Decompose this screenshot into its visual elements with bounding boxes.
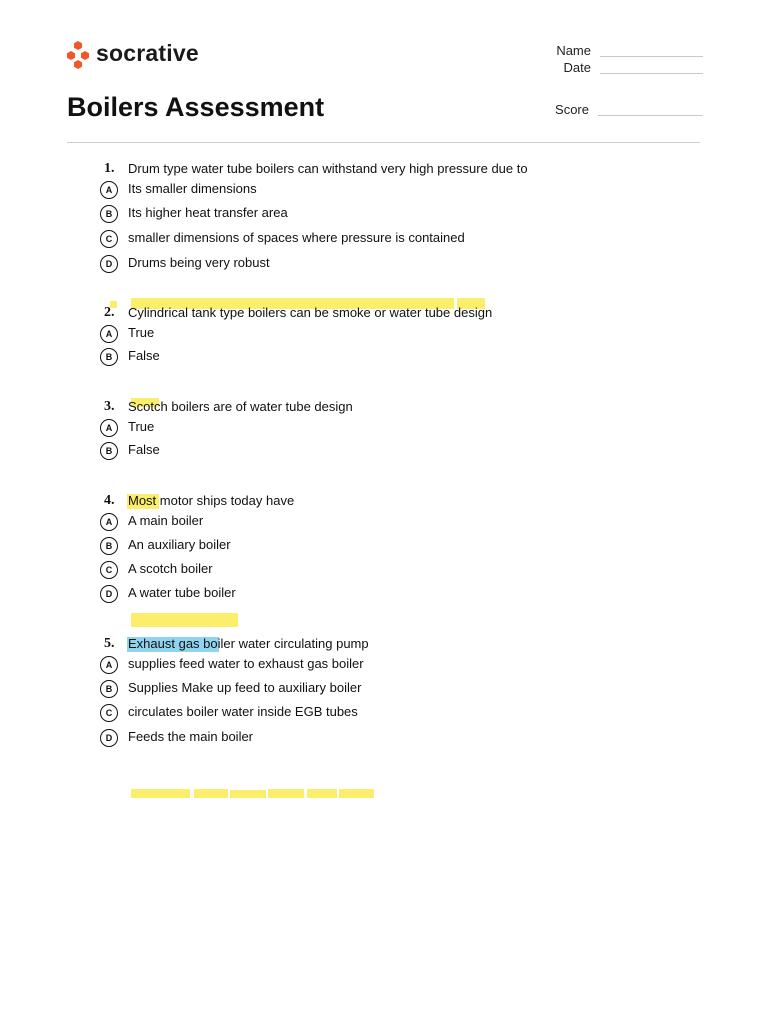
question-number: 1. — [104, 161, 115, 176]
option-letter-circle[interactable]: D — [100, 585, 118, 603]
question-5-option-a[interactable] — [0, 656, 768, 676]
question-1-option-c[interactable] — [0, 230, 768, 250]
question-number: 4. — [104, 493, 115, 508]
question-3-option-b[interactable] — [0, 442, 768, 462]
option-text: A water tube boiler — [128, 585, 236, 600]
highlight-mark — [339, 789, 374, 798]
option-text: Its higher heat transfer area — [128, 205, 288, 220]
question-text: Exhaust gas boiler water circulating pump — [128, 636, 369, 651]
date-field-line — [600, 73, 703, 74]
question-number: 5. — [104, 636, 115, 651]
option-letter-circle[interactable]: B — [100, 348, 118, 366]
date-label: Date — [563, 60, 591, 75]
option-text: A scotch boiler — [128, 561, 213, 576]
option-text: circulates boiler water inside EGB tubes — [128, 704, 358, 719]
highlight-mark — [268, 789, 304, 798]
highlight-mark — [230, 790, 266, 798]
option-text: False — [128, 348, 160, 363]
option-letter-circle[interactable]: A — [100, 325, 118, 343]
page-title: Boilers Assessment — [67, 92, 325, 122]
option-letter-circle[interactable]: B — [100, 680, 118, 698]
option-letter-circle[interactable]: C — [100, 230, 118, 248]
highlight-mark — [307, 789, 337, 798]
score-field-line — [598, 115, 703, 116]
option-text: Drums being very robust — [128, 255, 270, 270]
option-letter-circle[interactable]: B — [100, 205, 118, 223]
option-text: True — [128, 419, 155, 434]
question-4-option-d[interactable] — [0, 585, 768, 605]
header-divider — [67, 142, 700, 143]
question-text: Cylindrical tank type boilers can be smoke or water tube design — [128, 305, 493, 320]
option-letter-circle[interactable]: B — [100, 442, 118, 460]
question-3-option-a[interactable] — [0, 419, 768, 439]
question-5-option-d[interactable] — [0, 729, 768, 749]
highlight-mark — [131, 789, 190, 798]
option-text: smaller dimensions of spaces where pressure is contained — [128, 230, 465, 245]
question-text: Most motor ships today have — [128, 493, 295, 508]
option-letter-circle[interactable]: A — [100, 513, 118, 531]
option-text: A main boiler — [128, 513, 204, 528]
question-4-option-a[interactable] — [0, 513, 768, 533]
option-letter-circle[interactable]: C — [100, 704, 118, 722]
question-1-option-d[interactable] — [0, 255, 768, 275]
question-2-option-a[interactable] — [0, 325, 768, 345]
question-2-option-b[interactable] — [0, 348, 768, 368]
name-label: Name — [556, 43, 591, 58]
brand-name: socrative — [96, 40, 199, 66]
question-number: 2. — [104, 305, 115, 320]
option-letter-circle[interactable]: A — [100, 419, 118, 437]
option-letter-circle[interactable]: D — [100, 255, 118, 273]
option-text: Supplies Make up feed to auxiliary boiler — [128, 680, 362, 695]
score-label: Score — [555, 102, 589, 117]
option-letter-circle[interactable]: B — [100, 537, 118, 555]
question-5-option-b[interactable] — [0, 680, 768, 700]
question-number: 3. — [104, 399, 115, 414]
highlight-mark — [131, 613, 238, 627]
question-1-option-a[interactable] — [0, 181, 768, 201]
hexagon-cluster-icon — [66, 40, 92, 70]
option-letter-circle[interactable]: D — [100, 729, 118, 747]
option-letter-circle[interactable]: C — [100, 561, 118, 579]
highlight-mark — [194, 789, 228, 798]
option-text: Its smaller dimensions — [128, 181, 257, 196]
question-1-option-b[interactable] — [0, 205, 768, 225]
name-field-line — [600, 56, 703, 57]
option-text: An auxiliary boiler — [128, 537, 231, 552]
option-text: False — [128, 442, 160, 457]
option-letter-circle[interactable]: A — [100, 181, 118, 199]
question-4-option-c[interactable] — [0, 561, 768, 581]
option-letter-circle[interactable]: A — [100, 656, 118, 674]
option-text: True — [128, 325, 155, 340]
question-text: Scotch boilers are of water tube design — [128, 399, 353, 414]
question-4-option-b[interactable] — [0, 537, 768, 557]
option-text: supplies feed water to exhaust gas boiler — [128, 656, 364, 671]
option-text: Feeds the main boiler — [128, 729, 254, 744]
question-text: Drum type water tube boilers can withstand very high pressure due to — [128, 161, 528, 176]
question-5-option-c[interactable] — [0, 704, 768, 724]
